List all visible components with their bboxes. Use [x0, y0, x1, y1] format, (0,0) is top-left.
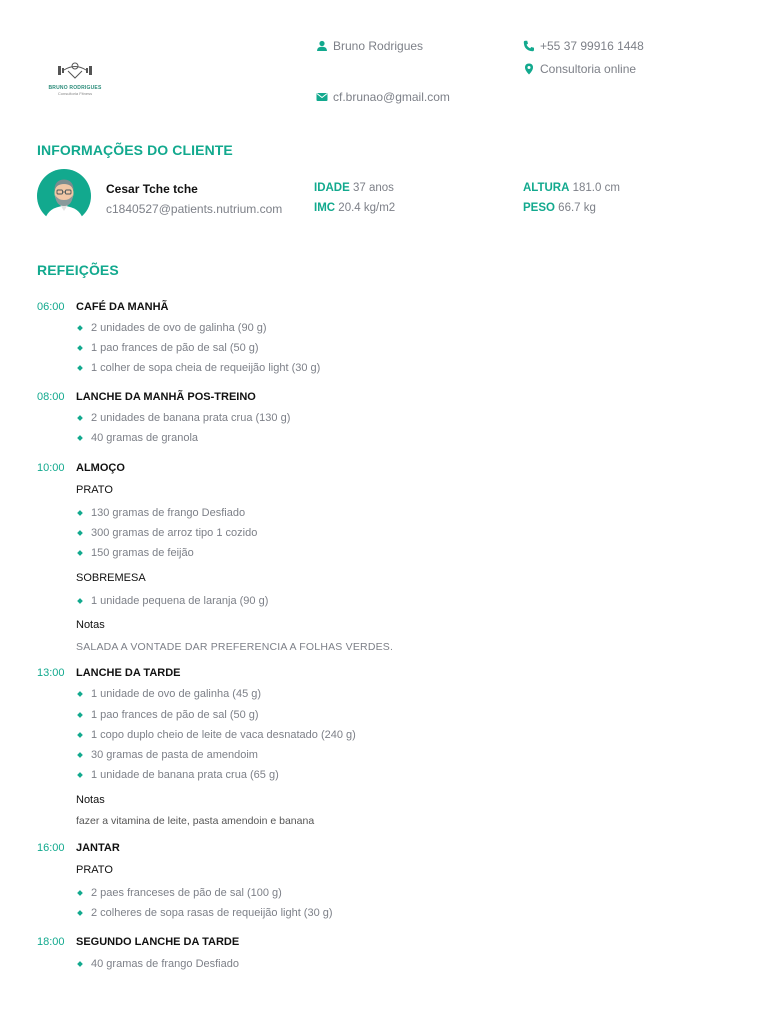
meal-title: ALMOÇO [76, 462, 125, 474]
client-avatar [37, 169, 91, 223]
client-height: ALTURA 181.0 cm [523, 182, 620, 194]
meal-notes: SALADA A VONTADE DAR PREFERENCIA A FOLHAS VERDES. [76, 641, 394, 653]
meal-time: 06:00 [37, 301, 65, 313]
bullet-icon [77, 772, 83, 778]
phone-contact[interactable]: +55 37 99916 1448 [523, 39, 644, 53]
meal-title: LANCHE DA MANHÃ POS-TREINO [76, 391, 256, 403]
client-name: Cesar Tche tche [106, 182, 198, 196]
meal-title: JANTAR [76, 842, 120, 854]
food-item: 2 unidades de banana prata crua (130 g) [76, 412, 290, 424]
bullet-icon [77, 712, 83, 718]
bullet-icon [77, 365, 83, 371]
bullet-icon [77, 732, 83, 738]
notes-label: Notas [76, 619, 105, 631]
meal-subsection-title: PRATO [76, 864, 113, 876]
location-info: Consultoria online [523, 62, 636, 76]
food-item: 1 colher de sopa cheia de requeijão light (30 g) [76, 362, 320, 374]
logo-tagline: Consultoria Fitness [57, 91, 93, 96]
bullet-icon [77, 325, 83, 331]
bullet-icon [77, 691, 83, 697]
dumbbell-logo-icon [44, 60, 106, 80]
food-item: 150 gramas de feijão [76, 547, 194, 559]
nutritionist-name: Bruno Rodrigues [316, 39, 423, 53]
food-item: 30 gramas de pasta de amendoim [76, 749, 258, 761]
food-item: 40 gramas de frango Desfiado [76, 958, 239, 970]
bullet-icon [77, 910, 83, 916]
bullet-icon [77, 961, 83, 967]
meals-section-title: REFEIÇÕES [37, 262, 119, 278]
food-item: 1 unidade de ovo de galinha (45 g) [76, 688, 261, 700]
food-item: 1 copo duplo cheio de leite de vaca desnatado (240 g) [76, 729, 356, 741]
bullet-icon [77, 415, 83, 421]
meal-title: SEGUNDO LANCHE DA TARDE [76, 936, 240, 948]
notes-label: Notas [76, 794, 105, 806]
meal-time: 08:00 [37, 391, 65, 403]
avatar-icon [37, 169, 91, 223]
bullet-icon [77, 510, 83, 516]
meal-title: LANCHE DA TARDE [76, 667, 181, 679]
meal-subsection-title: SOBREMESA [76, 572, 146, 584]
meal-title: CAFÉ DA MANHÃ [76, 301, 169, 313]
brand-logo [44, 60, 106, 96]
client-email: c1840527@patients.nutrium.com [106, 202, 283, 216]
phone-icon [523, 40, 535, 52]
client-weight: PESO 66.7 kg [523, 202, 596, 214]
logo-name: BRUNO RODRIGUES [48, 85, 102, 91]
meal-time: 16:00 [37, 842, 65, 854]
person-icon [316, 40, 328, 52]
mail-icon [316, 91, 328, 103]
bullet-icon [77, 890, 83, 896]
food-item: 300 gramas de arroz tipo 1 cozido [76, 527, 257, 539]
client-section-title: INFORMAÇÕES DO CLIENTE [37, 142, 233, 158]
location-pin-icon [523, 63, 535, 75]
food-item: 1 pao frances de pão de sal (50 g) [76, 342, 259, 354]
food-item: 40 gramas de granola [76, 432, 198, 444]
food-item: 130 gramas de frango Desfiado [76, 507, 245, 519]
nutritionist-email[interactable]: cf.brunao@gmail.com [316, 90, 450, 104]
food-item: 1 pao frances de pão de sal (50 g) [76, 709, 259, 721]
client-bmi: IMC 20.4 kg/m2 [314, 202, 396, 214]
bullet-icon [77, 550, 83, 556]
bullet-icon [77, 598, 83, 604]
meal-time: 18:00 [37, 936, 65, 948]
bullet-icon [77, 752, 83, 758]
bullet-icon [77, 345, 83, 351]
food-item: 2 colheres de sopa rasas de requeijão light (30 g) [76, 907, 333, 919]
meal-notes: fazer a vitamina de leite, pasta amendoin e banana [76, 815, 315, 827]
food-item: 1 unidade de banana prata crua (65 g) [76, 769, 279, 781]
meal-subsection-title: PRATO [76, 484, 113, 496]
bullet-icon [77, 435, 83, 441]
food-item: 2 paes franceses de pão de sal (100 g) [76, 887, 282, 899]
meal-time: 10:00 [37, 462, 65, 474]
bullet-icon [77, 530, 83, 536]
food-item: 2 unidades de ovo de galinha (90 g) [76, 322, 267, 334]
food-item: 1 unidade pequena de laranja (90 g) [76, 595, 268, 607]
client-age: IDADE 37 anos [314, 182, 394, 194]
meal-time: 13:00 [37, 667, 65, 679]
